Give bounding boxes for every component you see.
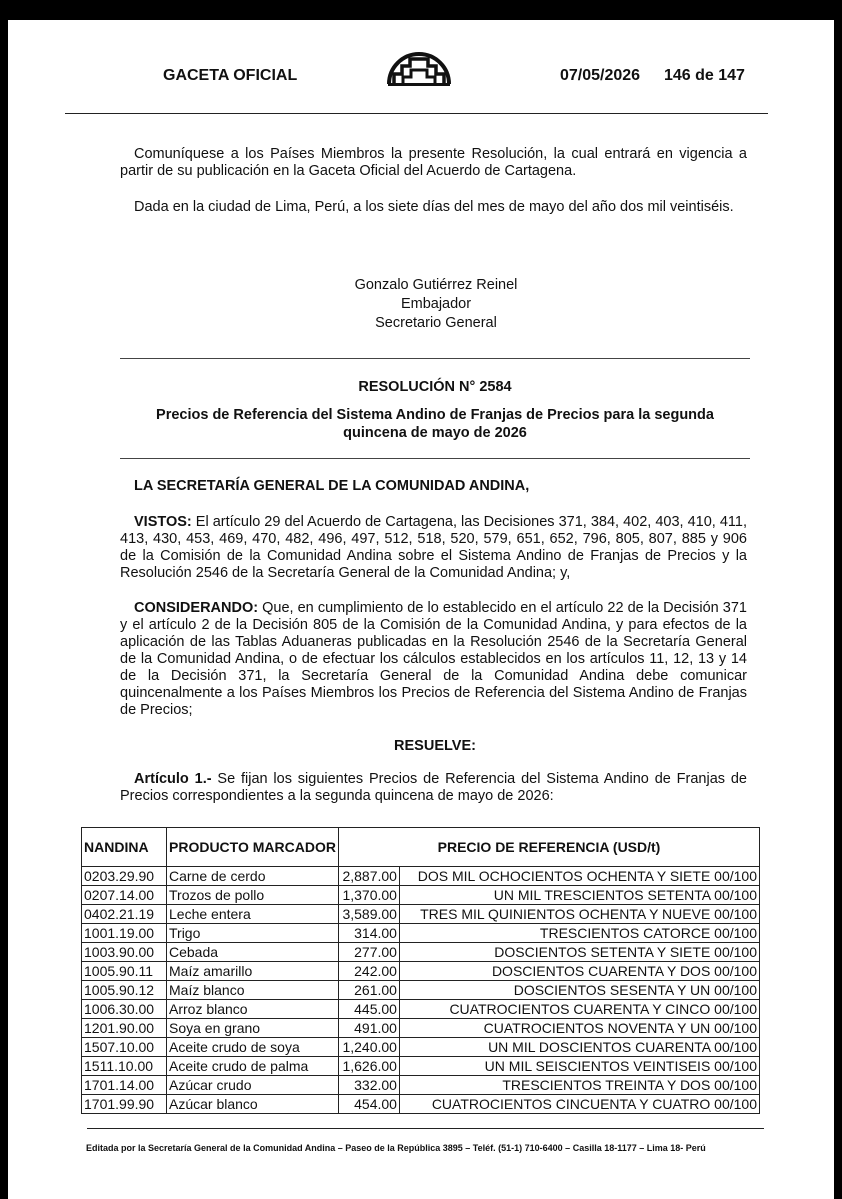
intro-paragraph-1: Comuníquese a los Países Miembros la presente Resolución, la cual entrará en vigencia a partir de su publicación en la Gaceta Oficial del Acuerdo de Cartagena. [120,146,747,179]
nandina-cell: 1005.90.11 [82,962,167,981]
product-cell: Arroz blanco [167,1000,339,1019]
price-value-cell: 314.00 [338,924,399,943]
gazette-title: GACETA OFICIAL [163,67,298,84]
signature-name: Gonzalo Gutiérrez Reinel [354,277,518,293]
nandina-cell: 0402.21.19 [82,905,167,924]
price-value-cell: 332.00 [338,1076,399,1095]
price-words-cell: DOSCIENTOS SETENTA Y SIETE 00/100 [399,943,759,962]
price-value-cell: 3,589.00 [338,905,399,924]
product-cell: Azúcar blanco [167,1095,339,1114]
nandina-cell: 1001.19.00 [82,924,167,943]
nandina-cell: 1006.30.00 [82,1000,167,1019]
publication-date: 07/05/2026 [560,67,641,84]
product-cell: Trozos de pollo [167,886,339,905]
nandina-cell: 1511.10.00 [82,1057,167,1076]
price-words-cell: TRESCIENTOS CATORCE 00/100 [399,924,759,943]
price-value-cell: 2,887.00 [338,867,399,886]
nandina-cell: 1201.90.00 [82,1019,167,1038]
price-words-cell: DOSCIENTOS SESENTA Y UN 00/100 [399,981,759,1000]
product-cell: Azúcar crudo [167,1076,339,1095]
product-cell: Leche entera [167,905,339,924]
vistos-label: VISTOS: [134,514,192,530]
nandina-cell: 1701.99.90 [82,1095,167,1114]
product-cell: Aceite crudo de soya [167,1038,339,1057]
price-words-cell: TRESCIENTOS TREINTA Y DOS 00/100 [399,1076,759,1095]
price-value-cell: 261.00 [338,981,399,1000]
table-row [82,981,760,1000]
product-cell: Cebada [167,943,339,962]
product-cell: Maíz amarillo [167,962,339,981]
price-words-cell: CUATROCIENTOS NOVENTA Y UN 00/100 [399,1019,759,1038]
price-words-cell: DOS MIL OCHOCIENTOS OCHENTA Y SIETE 00/100 [399,867,759,886]
vistos-text: El artículo 29 del Acuerdo de Cartagena, las Decisiones 371, 384, 402, 403, 410, 411, 413, 430, 453, 469, 470, 482, 496, 497, 512, 518, 520, 579, 651, 652, 796, 805, 807, 885 y 906 de la Comisión de la Comunidad Andina sobre el Sistema Andino de Franjas de Precios y la Resolución 2546 de la Secretaría General de la Comunidad Andina; y, [120,514,747,581]
articulo-1-label: Artículo 1.- [134,771,212,787]
issuing-authority: LA SECRETARÍA GENERAL DE LA COMUNIDAD ANDINA, [134,478,530,494]
gazette-page [8,20,834,1199]
section-divider-top [120,358,750,359]
intro-paragraph-2: Dada en la ciudad de Lima, Perú, a los siete días del mes de mayo del año dos mil veintiséis. [134,199,734,215]
table-row [82,924,760,943]
table-row [82,886,760,905]
header-producto: PRODUCTO MARCADOR [167,828,339,867]
price-value-cell: 242.00 [338,962,399,981]
price-words-cell: CUATROCIENTOS CINCUENTA Y CUATRO 00/100 [399,1095,759,1114]
price-words-cell: CUATROCIENTOS CUARENTA Y CINCO 00/100 [399,1000,759,1019]
considerando-text: Que, en cumplimiento de lo establecido en el artículo 22 de la Decisión 371 y el artículo 2 de la Decisión 805 de la Comisión de la Comunidad Andina, y para efectos de la aplicación de las Tablas Aduaneras publicadas en la Resolución 2546 de la Secretaría General de la Comunidad Andina, o de efectuar los cálculos establecidos en los artículos 11, 12, 13 y 14 de la Decisión 371, la Secretaría General de la Comunidad Andina debe comunicar quincenalmente a los Países Miembros los Precios de Referencia del Sistema Andino de Franjas de Precios; [120,600,747,718]
table-row [82,867,760,886]
page-number: 146 de 147 [664,67,745,84]
product-cell: Carne de cerdo [167,867,339,886]
resuelve-heading: RESUELVE: [394,738,476,754]
price-words-cell: TRES MIL QUINIENTOS OCHENTA Y NUEVE 00/100 [399,905,759,924]
table-row [82,1076,760,1095]
price-value-cell: 491.00 [338,1019,399,1038]
price-words-cell: UN MIL DOSCIENTOS CUARENTA 00/100 [399,1038,759,1057]
resolution-number: RESOLUCIÓN N° 2584 [358,379,512,395]
price-words-cell: DOSCIENTOS CUARENTA Y DOS 00/100 [399,962,759,981]
nandina-cell: 1507.10.00 [82,1038,167,1057]
header-divider [65,113,768,114]
price-words-cell: UN MIL TRESCIENTOS SETENTA 00/100 [399,886,759,905]
table-row [82,1057,760,1076]
product-cell: Soya en grano [167,1019,339,1038]
nandina-cell: 0207.14.00 [82,886,167,905]
price-value-cell: 445.00 [338,1000,399,1019]
header-precio: PRECIO DE REFERENCIA (USD/t) [338,828,759,867]
price-value-cell: 1,370.00 [338,886,399,905]
table-row [82,905,760,924]
considerando-label: CONSIDERANDO: [134,600,259,616]
product-cell: Maíz blanco [167,981,339,1000]
reference-prices-table [81,827,760,1114]
table-row [82,1019,760,1038]
price-value-cell: 454.00 [338,1095,399,1114]
header-nandina: NANDINA [82,828,167,867]
articulo-1-text: Se fijan los siguientes Precios de Referencia del Sistema Andino de Franjas de Precios correspondientes a la segunda quincena de mayo de 2026: [120,771,747,804]
table-row [82,962,760,981]
vistos-paragraph [120,514,747,582]
product-cell: Trigo [167,924,339,943]
table-row [82,1000,760,1019]
resolution-subject: Precios de Referencia del Sistema Andino de Franjas de Precios para la segunda quincena de mayo de 2026 [156,407,714,441]
articulo-1-paragraph [120,771,747,805]
section-divider-bottom [120,458,750,459]
nandina-cell: 0203.29.90 [82,867,167,886]
table-row [82,1038,760,1057]
comunidad-andina-logo-icon [386,48,452,86]
price-words-cell: UN MIL SEISCIENTOS VEINTISEIS 00/100 [399,1057,759,1076]
price-value-cell: 1,240.00 [338,1038,399,1057]
nandina-cell: 1003.90.00 [82,943,167,962]
price-value-cell: 1,626.00 [338,1057,399,1076]
nandina-cell: 1005.90.12 [82,981,167,1000]
price-value-cell: 277.00 [338,943,399,962]
nandina-cell: 1701.14.00 [82,1076,167,1095]
product-cell: Aceite crudo de palma [167,1057,339,1076]
footer-publisher: Editada por la Secretaría General de la Comunidad Andina – Paseo de la República 3895 – Teléf. (51-1) 710-6400 – Casilla 18-1177 – Lima 18- Perú [86,1143,706,1153]
footer-divider [87,1128,764,1129]
signature-title: Secretario General [375,315,497,331]
table-row [82,1095,760,1114]
table-header-row [82,828,760,867]
table-row [82,943,760,962]
considerando-paragraph [120,600,747,719]
signature-role: Embajador [400,296,472,312]
